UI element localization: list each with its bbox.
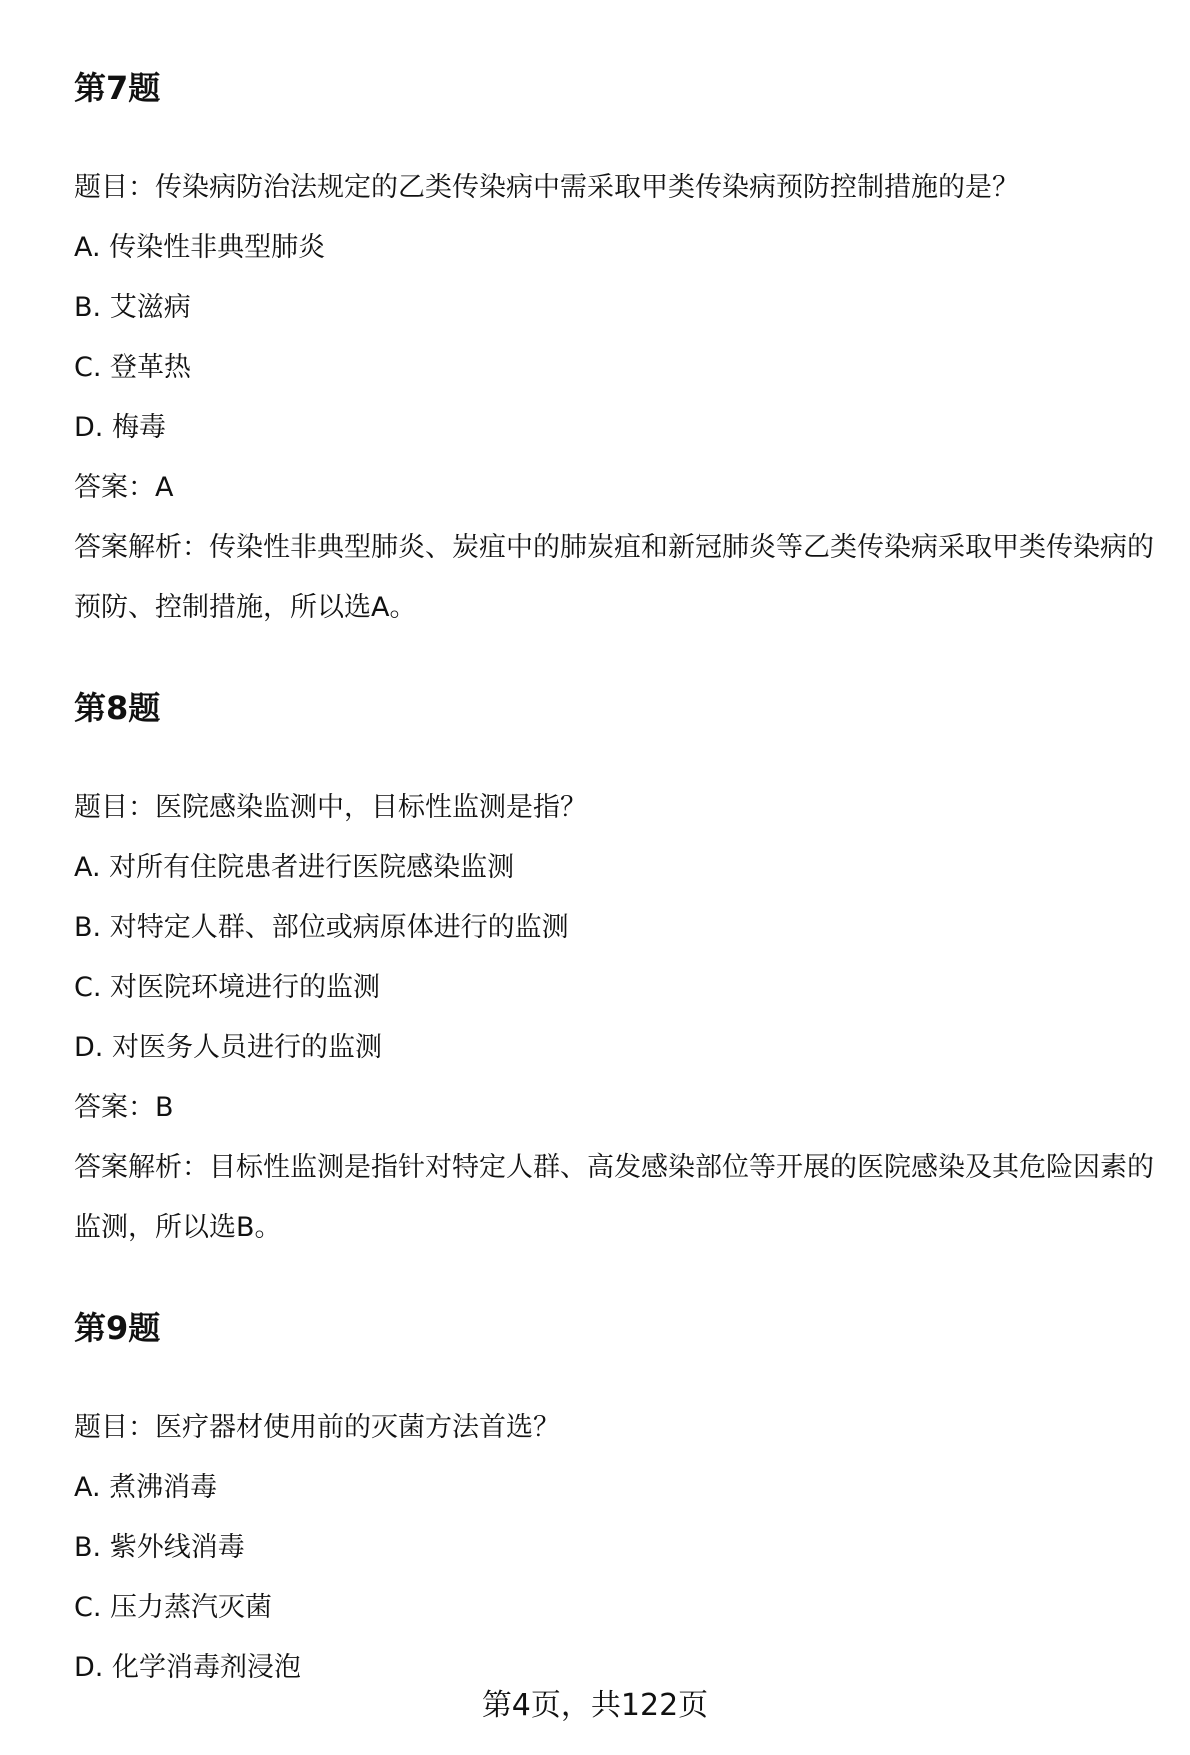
question-9-option-b: B. 紫外线消毒 (74, 1532, 245, 1563)
question-7-option-b: B. 艾滋病 (74, 292, 191, 323)
question-8-option-d: D. 对医务人员进行的监测 (74, 1032, 382, 1063)
question-7-stem: 题目：传染病防治法规定的乙类传染病中需采取甲类传染病预防控制措施的是？ (74, 172, 1019, 203)
question-9-option-d: D. 化学消毒剂浸泡 (74, 1652, 301, 1683)
question-7-analysis: 答案解析：传染性非典型肺炎、炭疽中的肺炭疽和新冠肺炎等乙类传染病采取甲类传染病的预防、控制措施，所以选A。 (74, 532, 1154, 623)
question-8-option-b: B. 对特定人群、部位或病原体进行的监测 (74, 912, 569, 943)
question-9-title: 第9题 (74, 1309, 161, 1347)
question-8-stem: 题目：医院感染监测中，目标性监测是指？ (74, 792, 587, 823)
question-8-analysis: 答案解析：目标性监测是指针对特定人群、高发感染部位等开展的医院感染及其危险因素的监测，所以选B。 (74, 1152, 1154, 1243)
page-number-footer: 第4页，共122页 (481, 1688, 709, 1723)
question-7-answer: 答案：A (74, 472, 174, 503)
question-8-answer: 答案：B (74, 1092, 174, 1123)
question-7-option-c: C. 登革热 (74, 352, 192, 383)
question-8-option-c: C. 对医院环境进行的监测 (74, 972, 381, 1003)
question-8-title: 第8题 (74, 689, 161, 727)
question-8-option-a: A. 对所有住院患者进行医院感染监测 (74, 852, 515, 883)
question-9-option-c: C. 压力蒸汽灭菌 (74, 1592, 273, 1623)
question-7-option-d: D. 梅毒 (74, 412, 166, 443)
question-7-title: 第7题 (74, 69, 161, 107)
question-9-option-a: A. 煮沸消毒 (74, 1472, 218, 1503)
question-7-option-a: A. 传染性非典型肺炎 (74, 232, 326, 263)
question-9-stem: 题目：医疗器材使用前的灭菌方法首选？ (74, 1412, 560, 1443)
